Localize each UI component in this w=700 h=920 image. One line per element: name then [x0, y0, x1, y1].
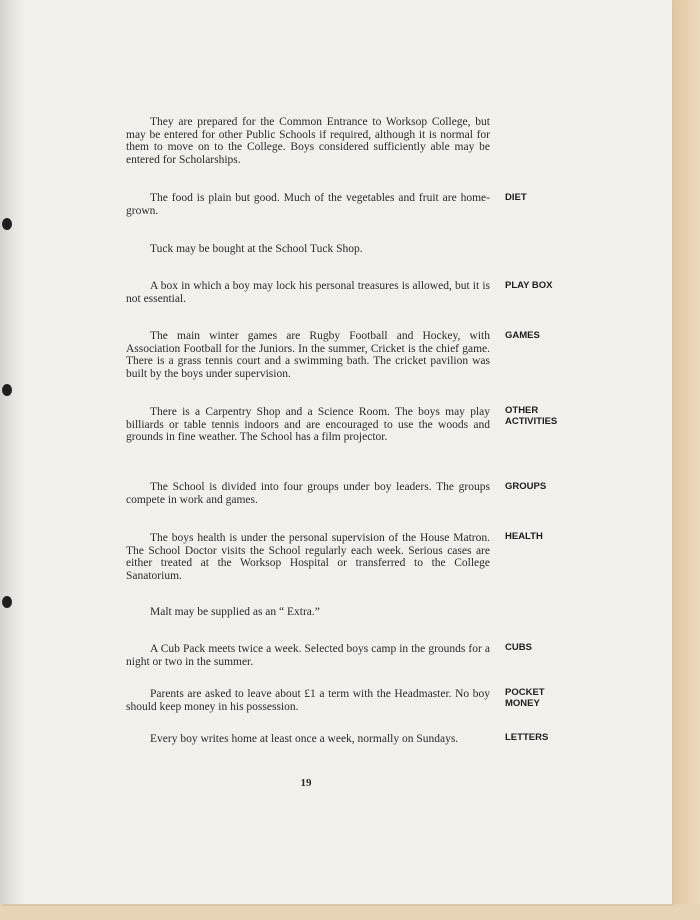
paragraph-cubs: A Cub Pack meets twice a week. Selected boys camp in the grounds for a night or two in the summer. [126, 643, 490, 668]
paragraph-diet: The food is plain but good. Much of the vegetables and fruit are home-grown. [126, 192, 490, 217]
paragraph-health: The boys health is under the personal supervision of the House Matron. The School Doctor visits the School regularly each week. Serious cases are either treated at the Worksop Hospital or transferred to the College Sanatorium. [126, 532, 490, 582]
page-edge-bottom [0, 904, 700, 920]
side-heading-groups: GROUPS [505, 481, 547, 492]
binding-hole-middle [2, 384, 12, 396]
page-spine [0, 0, 26, 904]
binding-hole-bottom [2, 596, 12, 608]
page-edge-right [672, 0, 700, 920]
paragraph-entrance: They are prepared for the Common Entrance to Worksop College, but may be entered for other Public Schools if required, although it is normal for them to move on to the College. Boys considered sufficiently able may be entered for Scholarships. [126, 116, 490, 166]
paragraph-games: The main winter games are Rugby Football and Hockey, with Association Football for the Juniors. In the summer, Cricket is the chief game. There is a grass tennis court and a swimming bath. The cricket pavilion was built by the boys under supervision. [126, 330, 490, 380]
side-heading-play-box: PLAY BOX [505, 280, 553, 291]
paragraph-letters: Every boy writes home at least once a week, normally on Sundays. [150, 733, 459, 745]
page-number: 19 [300, 777, 312, 789]
side-heading-activities: OTHER ACTIVITIES [505, 405, 558, 427]
side-heading-health: HEALTH [505, 531, 543, 542]
paragraph-play-box: A box in which a boy may lock his personal treasures is allowed, but it is not essential. [126, 280, 490, 305]
side-heading-cubs: CUBS [505, 642, 532, 653]
paragraph-activities: There is a Carpentry Shop and a Science Room. The boys may play billiards or table tennis indoors and are encouraged to use the woods and grounds in fine weather. The School has a film projector. [126, 406, 490, 444]
binding-hole-top [2, 218, 12, 230]
paragraph-pocket-money: Parents are asked to leave about £1 a term with the Headmaster. No boy should keep money in his possession. [126, 688, 490, 713]
paragraph-tuck: Tuck may be bought at the School Tuck Shop. [150, 243, 363, 255]
side-heading-letters: LETTERS [505, 732, 549, 743]
side-heading-games: GAMES [505, 330, 540, 341]
side-heading-diet: DIET [505, 192, 527, 203]
paragraph-malt: Malt may be supplied as an “ Extra.” [150, 606, 320, 618]
side-heading-pocket-money: POCKET MONEY [505, 687, 545, 709]
paragraph-groups: The School is divided into four groups under boy leaders. The groups compete in work and games. [126, 481, 490, 506]
